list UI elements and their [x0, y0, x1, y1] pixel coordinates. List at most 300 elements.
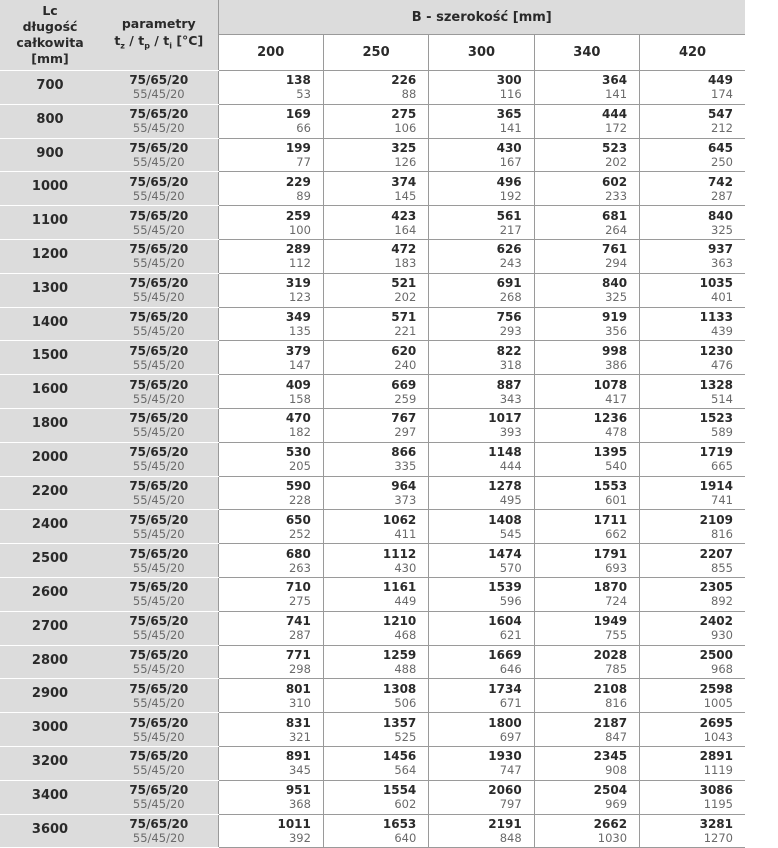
output-high-value: 1259: [382, 647, 417, 662]
table-row: [0, 239, 745, 273]
output-high-value: 767: [391, 411, 417, 426]
output-low-value: 1005: [703, 695, 733, 710]
param-low-label: 55/45/20: [132, 154, 185, 169]
param-low-label: 55/45/20: [132, 391, 185, 406]
output-value-cell: [534, 611, 639, 645]
parameters-cell: [100, 814, 218, 848]
output-low-value: 514: [711, 391, 733, 406]
length-cell: 2700: [0, 611, 100, 645]
output-high-value: 470: [285, 411, 311, 426]
output-value-cell: [640, 780, 745, 814]
output-value-cell: [429, 679, 534, 713]
output-low-value: 697: [499, 729, 522, 744]
output-low-value: 112: [288, 256, 311, 271]
output-high-value: 1456: [382, 749, 417, 764]
output-value-cell: [534, 476, 639, 510]
length-cell: 3000: [0, 713, 100, 747]
output-value-cell: [218, 780, 323, 814]
output-high-value: 2305: [699, 580, 733, 595]
output-high-value: 1669: [488, 647, 522, 662]
length-cell: 3400: [0, 780, 100, 814]
output-value-cell: [429, 172, 534, 206]
length-cell: 2200: [0, 476, 100, 510]
length-cell: 1500: [0, 341, 100, 375]
output-value-cell: [323, 645, 428, 679]
param-low-label: 55/45/20: [132, 87, 185, 102]
output-high-value: 2598: [699, 681, 733, 696]
param-high-label: 75/65/20: [129, 647, 189, 662]
param-high-label: 75/65/20: [129, 309, 189, 324]
output-value-cell: [640, 544, 745, 578]
param-low-label: 55/45/20: [132, 594, 185, 609]
output-low-value: 785: [605, 661, 628, 676]
output-value-cell: [323, 138, 428, 172]
output-value-cell: [429, 71, 534, 105]
output-low-value: 240: [394, 357, 417, 372]
output-low-value: 263: [288, 560, 311, 575]
param-low-label: 55/45/20: [132, 323, 185, 338]
output-high-value: 561: [496, 208, 522, 223]
output-high-value: 756: [496, 309, 522, 324]
output-high-value: 229: [285, 174, 311, 189]
param-low-label: 55/45/20: [132, 695, 185, 710]
output-value-cell: [218, 239, 323, 273]
output-low-value: 564: [394, 763, 417, 778]
param-high-label: 75/65/20: [129, 140, 189, 155]
output-low-value: 182: [288, 425, 311, 440]
output-low-value: 468: [394, 628, 417, 643]
output-high-value: 1210: [382, 614, 417, 629]
output-low-value: 228: [288, 492, 311, 507]
output-low-value: 848: [499, 830, 522, 845]
output-high-value: 3086: [699, 783, 733, 798]
output-high-value: 547: [707, 107, 733, 122]
param-low-label: 55/45/20: [132, 560, 185, 575]
output-value-cell: [534, 239, 639, 273]
output-high-value: 1791: [593, 546, 628, 561]
output-high-value: 1328: [699, 377, 733, 392]
table-row: [0, 611, 745, 645]
table-row: [0, 104, 745, 138]
output-value-cell: [429, 746, 534, 780]
output-value-cell: [429, 645, 534, 679]
output-value-cell: [218, 307, 323, 341]
output-low-value: 297: [394, 425, 417, 440]
output-low-value: 145: [394, 188, 417, 203]
param-low-label: 55/45/20: [132, 628, 185, 643]
output-high-value: 887: [496, 377, 522, 392]
output-high-value: 1734: [488, 681, 522, 696]
length-cell: 1600: [0, 375, 100, 409]
output-value-cell: [323, 510, 428, 544]
length-header-line: całkowita [mm]: [16, 35, 84, 66]
output-low-value: 570: [499, 560, 522, 575]
output-low-value: 252: [288, 526, 311, 541]
param-low-label: 55/45/20: [132, 188, 185, 203]
width-column-header: 420: [640, 35, 745, 71]
output-value-cell: [323, 375, 428, 409]
output-low-value: 755: [605, 628, 628, 643]
output-high-value: 444: [602, 107, 628, 122]
parameters-cell: [100, 104, 218, 138]
output-low-value: 449: [394, 594, 417, 609]
output-value-cell: [218, 544, 323, 578]
output-low-value: 545: [499, 526, 522, 541]
table-row: [0, 577, 745, 611]
param-high-label: 75/65/20: [129, 343, 189, 358]
output-high-value: 1011: [277, 816, 311, 831]
width-column-header: 340: [534, 35, 639, 71]
output-high-value: 761: [602, 242, 628, 257]
output-value-cell: [218, 814, 323, 848]
output-value-cell: [429, 206, 534, 240]
output-value-cell: [323, 307, 428, 341]
output-low-value: 892: [711, 594, 733, 609]
output-low-value: 908: [605, 763, 628, 778]
output-value-cell: [640, 746, 745, 780]
output-high-value: 681: [602, 208, 628, 223]
output-high-value: 891: [285, 749, 311, 764]
output-low-value: 724: [605, 594, 628, 609]
output-low-value: 602: [394, 797, 417, 812]
output-value-cell: [640, 307, 745, 341]
length-cell: 1300: [0, 273, 100, 307]
output-value-cell: [323, 476, 428, 510]
output-high-value: 2109: [699, 512, 733, 527]
output-high-value: 742: [707, 174, 733, 189]
param-high-label: 75/65/20: [129, 546, 189, 561]
output-low-value: 665: [711, 459, 733, 474]
parameters-cell: [100, 611, 218, 645]
table-row: [0, 341, 745, 375]
output-value-cell: [323, 746, 428, 780]
output-low-value: 135: [288, 323, 311, 338]
length-cell: 1800: [0, 408, 100, 442]
parameters-cell: [100, 510, 218, 544]
table-row: [0, 544, 745, 578]
output-value-cell: [429, 510, 534, 544]
output-high-value: 1357: [382, 715, 417, 730]
output-high-value: 571: [391, 309, 417, 324]
output-value-cell: [323, 577, 428, 611]
param-low-label: 55/45/20: [132, 425, 185, 440]
length-cell: 2000: [0, 442, 100, 476]
output-value-cell: [640, 713, 745, 747]
parameters-cell: [100, 679, 218, 713]
output-low-value: 430: [394, 560, 417, 575]
output-high-value: 1719: [699, 445, 733, 460]
output-high-value: 2504: [593, 783, 628, 798]
param-low-label: 55/45/20: [132, 357, 185, 372]
table-row: [0, 375, 745, 409]
output-value-cell: [534, 746, 639, 780]
output-low-value: 294: [605, 256, 628, 271]
output-high-value: 423: [391, 208, 417, 223]
output-value-cell: [534, 138, 639, 172]
table-row: [0, 273, 745, 307]
output-value-cell: [640, 239, 745, 273]
output-value-cell: [640, 341, 745, 375]
param-high-label: 75/65/20: [129, 411, 189, 426]
table-row: [0, 172, 745, 206]
param-high-label: 75/65/20: [129, 749, 189, 764]
output-value-cell: [640, 476, 745, 510]
output-low-value: 847: [605, 729, 628, 744]
width-header-title: B - szerokość [mm]: [218, 0, 745, 35]
output-high-value: 2028: [593, 647, 628, 662]
output-value-cell: [218, 104, 323, 138]
length-cell: 800: [0, 104, 100, 138]
output-low-value: 601: [605, 492, 628, 507]
output-high-value: 409: [285, 377, 311, 392]
output-value-cell: [218, 611, 323, 645]
output-low-value: 321: [288, 729, 311, 744]
output-high-value: 1236: [593, 411, 628, 426]
output-value-cell: [323, 442, 428, 476]
output-value-cell: [429, 307, 534, 341]
output-high-value: 831: [285, 715, 311, 730]
parameters-cell: [100, 138, 218, 172]
param-high-label: 75/65/20: [129, 783, 189, 798]
param-low-label: 55/45/20: [132, 222, 185, 237]
output-low-value: 363: [711, 256, 733, 271]
param-low-label: 55/45/20: [132, 290, 185, 305]
output-value-cell: [429, 408, 534, 442]
output-high-value: 496: [496, 174, 522, 189]
output-value-cell: [534, 273, 639, 307]
output-low-value: 318: [499, 357, 522, 372]
output-value-cell: [534, 71, 639, 105]
output-low-value: 386: [605, 357, 628, 372]
output-low-value: 1030: [597, 830, 628, 845]
output-value-cell: [218, 138, 323, 172]
output-low-value: 671: [499, 695, 522, 710]
output-high-value: 2402: [699, 614, 733, 629]
table-row: [0, 645, 745, 679]
output-low-value: 88: [401, 87, 417, 102]
output-value-cell: [640, 577, 745, 611]
output-high-value: 374: [391, 174, 417, 189]
output-high-value: 1062: [382, 512, 417, 527]
parameters-cell: [100, 239, 218, 273]
length-cell: 900: [0, 138, 100, 172]
param-high-label: 75/65/20: [129, 614, 189, 629]
table-row: [0, 476, 745, 510]
parameters-cell: [100, 307, 218, 341]
output-high-value: 1035: [699, 276, 733, 291]
output-value-cell: [429, 814, 534, 848]
output-low-value: 747: [499, 763, 522, 778]
output-low-value: 192: [499, 188, 522, 203]
output-low-value: 1270: [703, 830, 733, 845]
output-low-value: 174: [711, 87, 733, 102]
output-low-value: 202: [394, 290, 417, 305]
output-value-cell: [640, 611, 745, 645]
param-low-label: 55/45/20: [132, 256, 185, 271]
output-high-value: 1017: [488, 411, 522, 426]
output-low-value: 221: [394, 323, 417, 338]
output-value-cell: [218, 273, 323, 307]
param-low-label: 55/45/20: [132, 729, 185, 744]
parameters-formula: $t_z / t_p / t_i$ [°C]: [114, 33, 204, 51]
length-cell: 1100: [0, 206, 100, 240]
output-high-value: 1408: [488, 512, 522, 527]
output-value-cell: [534, 645, 639, 679]
output-low-value: 164: [394, 222, 417, 237]
output-low-value: 275: [288, 594, 311, 609]
table-row: [0, 780, 745, 814]
output-high-value: 2662: [593, 816, 628, 831]
width-column-header: 250: [323, 35, 428, 71]
output-high-value: 2191: [488, 816, 522, 831]
output-high-value: 590: [285, 478, 311, 493]
output-value-cell: [534, 172, 639, 206]
output-low-value: 141: [499, 121, 522, 136]
param-high-label: 75/65/20: [129, 715, 189, 730]
parameters-cell: [100, 713, 218, 747]
output-low-value: 816: [711, 526, 733, 541]
output-value-cell: [534, 408, 639, 442]
output-low-value: 106: [394, 121, 417, 136]
length-cell: 2500: [0, 544, 100, 578]
output-low-value: 506: [394, 695, 417, 710]
table-row: [0, 679, 745, 713]
output-low-value: 116: [499, 87, 522, 102]
parameters-cell: [100, 746, 218, 780]
output-low-value: 89: [296, 188, 311, 203]
parameters-cell: [100, 442, 218, 476]
output-value-cell: [323, 104, 428, 138]
output-value-cell: [218, 408, 323, 442]
length-header-line: długość: [22, 19, 78, 34]
output-high-value: 645: [707, 140, 733, 155]
output-value-cell: [534, 104, 639, 138]
output-value-cell: [218, 577, 323, 611]
output-low-value: 662: [605, 526, 628, 541]
output-high-value: 964: [391, 478, 417, 493]
output-value-cell: [534, 814, 639, 848]
output-value-cell: [218, 71, 323, 105]
output-low-value: 640: [394, 830, 417, 845]
output-value-cell: [640, 375, 745, 409]
output-value-cell: [323, 713, 428, 747]
output-value-cell: [640, 442, 745, 476]
length-cell: 1400: [0, 307, 100, 341]
output-low-value: 373: [394, 492, 417, 507]
output-high-value: 620: [391, 343, 417, 358]
output-low-value: 1119: [703, 763, 733, 778]
output-low-value: 100: [288, 222, 311, 237]
length-header-line: Lc: [42, 3, 58, 18]
param-high-label: 75/65/20: [129, 580, 189, 595]
output-low-value: 66: [296, 121, 311, 136]
output-high-value: 937: [707, 242, 733, 257]
parameters-cell: [100, 341, 218, 375]
output-low-value: 930: [711, 628, 733, 643]
output-low-value: 392: [288, 830, 311, 845]
output-high-value: 325: [391, 140, 417, 155]
output-high-value: 1230: [699, 343, 733, 358]
output-high-value: 650: [285, 512, 311, 527]
param-low-label: 55/45/20: [132, 797, 185, 812]
output-high-value: 771: [285, 647, 311, 662]
param-high-label: 75/65/20: [129, 276, 189, 291]
output-value-cell: [429, 341, 534, 375]
output-low-value: 797: [499, 797, 522, 812]
output-high-value: 822: [496, 343, 522, 358]
output-high-value: 1078: [593, 377, 628, 392]
table-body: [0, 71, 745, 848]
output-value-cell: [323, 679, 428, 713]
output-low-value: 589: [711, 425, 733, 440]
parameters-cell: [100, 71, 218, 105]
length-cell: 3200: [0, 746, 100, 780]
output-value-cell: [534, 375, 639, 409]
output-high-value: 430: [496, 140, 522, 155]
param-high-label: 75/65/20: [129, 377, 189, 392]
output-low-value: 268: [499, 290, 522, 305]
output-low-value: 310: [288, 695, 311, 710]
output-high-value: 1604: [488, 614, 522, 629]
output-low-value: 205: [288, 459, 311, 474]
output-value-cell: [323, 71, 428, 105]
output-low-value: 816: [605, 695, 628, 710]
output-value-cell: [534, 341, 639, 375]
length-cell: 2400: [0, 510, 100, 544]
output-high-value: 691: [496, 276, 522, 291]
parameters-cell: [100, 645, 218, 679]
output-value-cell: [218, 679, 323, 713]
output-low-value: 212: [711, 121, 733, 136]
parameters-cell: [100, 408, 218, 442]
param-high-label: 75/65/20: [129, 107, 189, 122]
output-value-cell: [640, 814, 745, 848]
param-high-label: 75/65/20: [129, 681, 189, 696]
output-low-value: 287: [711, 188, 733, 203]
length-cell: 1200: [0, 239, 100, 273]
output-high-value: 364: [602, 73, 628, 88]
table-row: [0, 138, 745, 172]
output-value-cell: [534, 510, 639, 544]
parameters-title: parametry: [121, 16, 196, 32]
table-row: [0, 307, 745, 341]
param-low-label: 55/45/20: [132, 661, 185, 676]
table-row: [0, 746, 745, 780]
param-low-label: 55/45/20: [132, 459, 185, 474]
output-high-value: 2500: [699, 647, 733, 662]
output-high-value: 472: [391, 242, 417, 257]
output-low-value: 325: [605, 290, 628, 305]
param-high-label: 75/65/20: [129, 174, 189, 189]
output-value-cell: [218, 746, 323, 780]
output-low-value: 1195: [703, 797, 733, 812]
output-value-cell: [534, 679, 639, 713]
parameters-cell: [100, 577, 218, 611]
length-cell: 2600: [0, 577, 100, 611]
param-low-label: 55/45/20: [132, 763, 185, 778]
output-high-value: 866: [391, 445, 417, 460]
output-value-cell: [534, 307, 639, 341]
output-high-value: 199: [285, 140, 311, 155]
output-value-cell: [534, 206, 639, 240]
output-high-value: 840: [707, 208, 733, 223]
output-value-cell: [429, 138, 534, 172]
parameters-cell: [100, 206, 218, 240]
table-row: [0, 206, 745, 240]
output-value-cell: [429, 273, 534, 307]
output-value-cell: [640, 645, 745, 679]
output-high-value: 1554: [382, 783, 417, 798]
